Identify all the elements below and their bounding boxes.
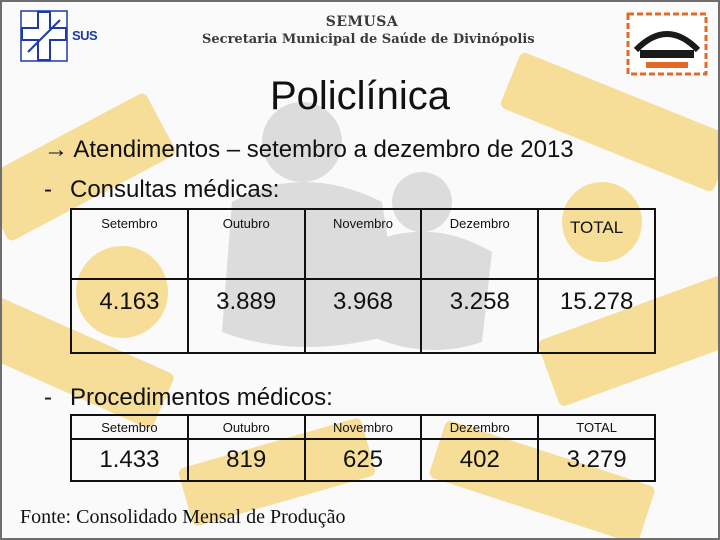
org-abbreviation: SEMUSA: [325, 14, 399, 30]
organization-name: [202, 14, 535, 47]
table-row: [71, 279, 655, 353]
table-header-cell: Novembro: [305, 209, 422, 279]
table-header-cell: Setembro: [71, 209, 188, 279]
table-header-cell: TOTAL: [538, 209, 655, 279]
table-cell: 3.258: [421, 279, 538, 353]
bullet-dash: -: [44, 176, 52, 203]
section-consultas: [44, 176, 279, 204]
table-header-cell: Outubro: [188, 209, 305, 279]
table-header-cell: Outubro: [188, 415, 305, 439]
table-row: [71, 439, 655, 481]
section-procedimentos-label: Procedimentos médicos:: [70, 384, 333, 411]
source-note: Fonte: Consolidado Mensal de Produção: [20, 506, 346, 528]
semusa-emblem-logo-icon: [626, 10, 708, 78]
section-procedimentos: [44, 384, 333, 412]
page-title: Policlínica: [269, 74, 451, 118]
table-cell: 819: [188, 439, 305, 481]
org-full-name: Secretaria Municipal de Saúde de Divinópolis: [202, 32, 535, 47]
sus-cross-logo-icon: [20, 10, 68, 62]
table-header-cell: Novembro: [305, 415, 422, 439]
table-header-cell: TOTAL: [538, 415, 655, 439]
sus-logo: [16, 8, 124, 68]
table-cell: 3.968: [305, 279, 422, 353]
table-cell: 3.889: [188, 279, 305, 353]
section-consultas-label: Consultas médicas:: [70, 176, 280, 203]
consultas-table: [70, 208, 656, 354]
table-header-cell: Dezembro: [421, 415, 538, 439]
table-header-cell: Setembro: [71, 415, 188, 439]
subtitle: → Atendimentos – setembro a dezembro de 2013: [44, 136, 574, 163]
table-header-cell: Dezembro: [421, 209, 538, 279]
sus-logo-label: SUS: [72, 28, 98, 43]
bullet-dash: -: [44, 384, 52, 411]
table-cell: 1.433: [71, 439, 188, 481]
table-cell: 4.163: [71, 279, 188, 353]
table-header-row: [71, 209, 655, 279]
table-cell: 402: [421, 439, 538, 481]
table-cell: 15.278: [538, 279, 655, 353]
table-cell: 625: [305, 439, 422, 481]
procedimentos-table: [70, 414, 656, 482]
table-cell: 3.279: [538, 439, 655, 481]
table-header-row: [71, 415, 655, 439]
